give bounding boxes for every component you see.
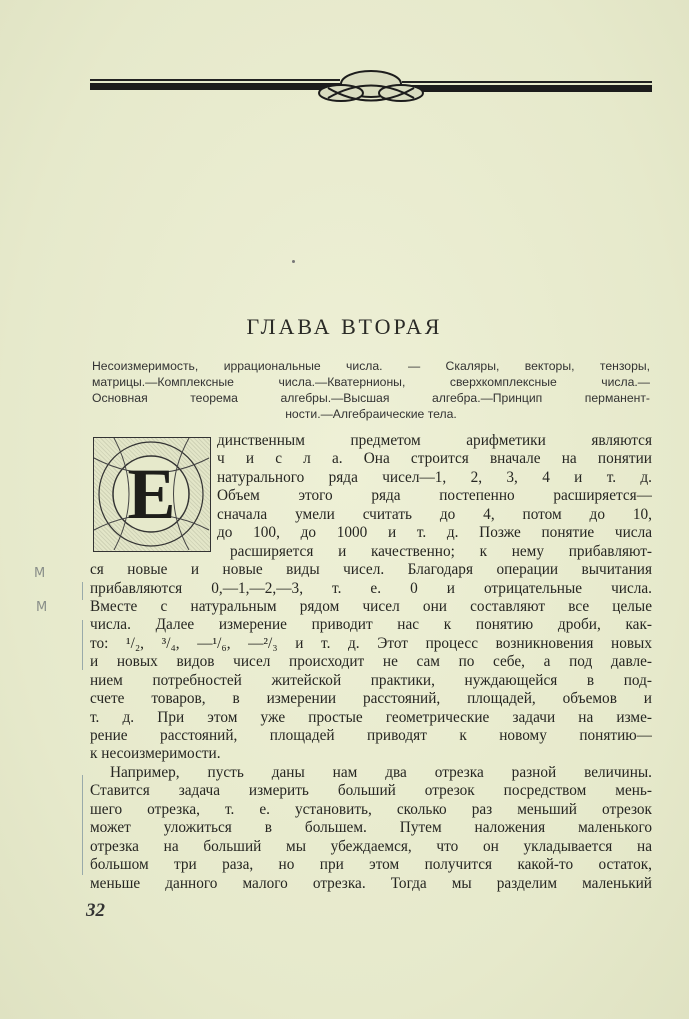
text-line: шего отрезка, т. е. установить, сколько раз меньший отрезок	[90, 800, 652, 818]
summary-line: Основная теорема алгебры.—Высшая алгебра.—Принцип перманент-	[92, 391, 650, 405]
text-line: расширяется и качественно; к нему прибавляют-	[230, 542, 652, 560]
margin-line	[82, 775, 83, 875]
margin-mark: М	[36, 600, 48, 615]
text-line: динственным предметом арифметики являются	[217, 432, 652, 449]
summary-line: Несоизмеримость, иррациональные числа. — Скаляры, векторы, тензоры,	[92, 359, 650, 373]
text-line: большом три раза, но при этом получится какой-то остаток,	[90, 856, 652, 874]
text-line: натурального ряда чисел—1, 2, 3, 4 и т. д.	[217, 468, 652, 486]
body-text	[90, 432, 652, 893]
text-line: Вместе с натуральным рядом чисел они составляют все целые	[90, 597, 652, 615]
text-line: отрезка на больший мы убеждаемся, что он укладывается на	[90, 837, 652, 855]
text-line: Ставится задача измерить больший отрезок посредством мень-	[90, 782, 652, 800]
text-line: Объем этого ряда постепенно расширяется—	[217, 487, 652, 505]
text-line: нием потребностей житейской практики, нуждающейся в под-	[90, 671, 652, 689]
text-line: и новых видов чисел происходит не сам по себе, а под давле-	[90, 653, 652, 671]
drop-cap-letter: Е	[127, 454, 176, 534]
summary-line: матрицы.—Комплексные числа.—Кватернионы, сверхкомплексные числа.—	[92, 375, 650, 389]
text-line: ся новые и новые виды чисел. Благодаря операции вычитания	[90, 561, 652, 579]
text-line: то: ¹/₂, ³/₄, —¹/₆, —²/₃ и т. д. Этот процесс возникновения новых	[90, 634, 652, 652]
margin-mark: М	[34, 566, 46, 581]
text-line: Например, пусть даны нам два отрезка разной величины.	[110, 763, 652, 781]
text-line: меньше данного малого отрезка. Тогда мы разделим маленький	[90, 874, 652, 892]
page-number: 32	[86, 900, 105, 921]
chapter-summary	[92, 358, 650, 422]
text-line: до 100, до 1000 и т. д. Позже понятие числа	[217, 524, 652, 542]
text-line: счете товаров, в измерении расстояний, площадей, объемов и	[90, 690, 652, 708]
text-line: рение расстояний, площадей приводят к новому понятию—	[90, 727, 652, 744]
text-line: к несоизмеримости.	[90, 745, 221, 763]
text-line: т. д. При этом уже простые геометрические задачи на изме-	[90, 708, 652, 726]
summary-line: ности.—Алгебраические тела.	[285, 407, 457, 421]
text-line: сначала умели считать до 4, потом до 10,	[217, 505, 652, 523]
margin-line	[82, 582, 83, 600]
text-line: ч и с л а. Она строится вначале на понятии	[217, 450, 652, 468]
text-line: числа. Далее измерение приводит нас к понятию дроби, как-	[90, 616, 652, 634]
text-line: прибавляются 0,—1,—2,—3, т. е. 0 и отрицательные числа.	[90, 579, 652, 597]
margin-line	[82, 620, 83, 670]
chapter-title: ГЛАВА ВТОРАЯ	[246, 314, 443, 339]
print-speck	[292, 260, 295, 263]
chapter-ornament	[88, 68, 654, 104]
text-line: может уложиться в большем. Путем наложения маленького	[90, 819, 652, 837]
